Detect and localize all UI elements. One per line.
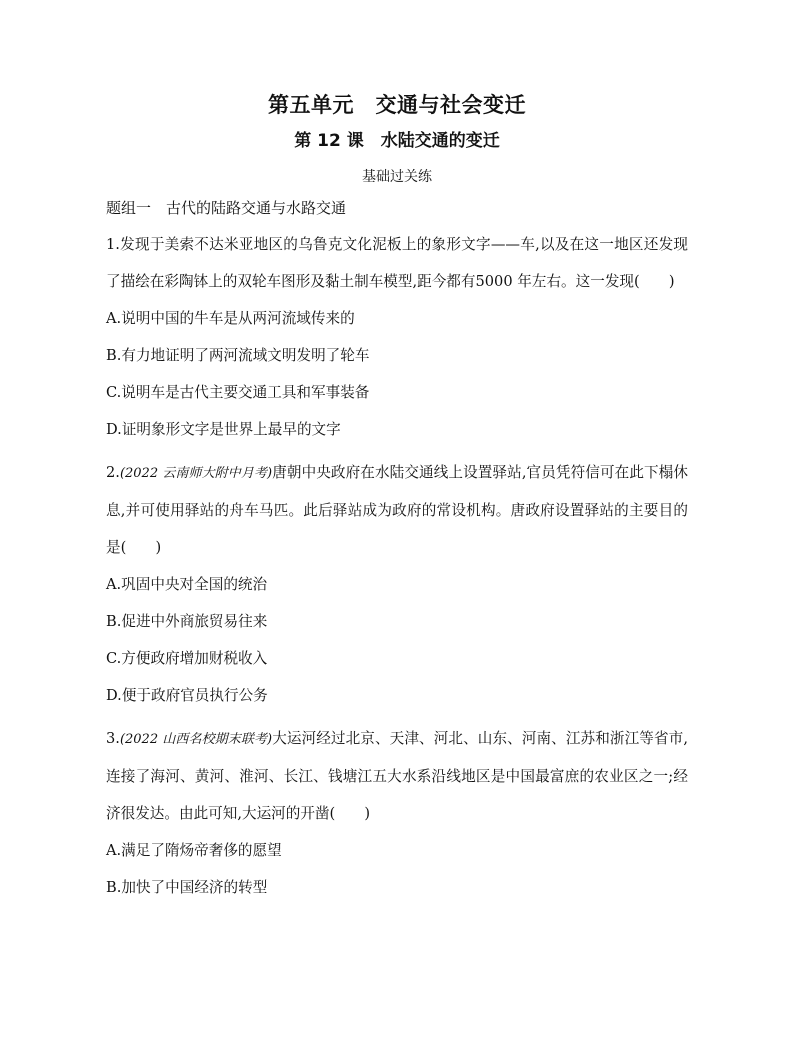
question-number: 2. [106,464,120,481]
question-2-option-c[interactable]: C.方便政府增加财税收入 [106,650,268,667]
question-1-option-a[interactable]: A.说明中国的牛车是从两河流域传来的 [106,310,355,327]
question-1-option-c[interactable]: C.说明车是古代主要交通工具和军事装备 [106,384,370,401]
question-3-option-b[interactable]: B.加快了中国经济的转型 [106,879,268,896]
question-3-stem [106,720,688,832]
question-2-option-b[interactable]: B.促进中外商旅贸易往来 [106,613,268,630]
question-1-option-b[interactable]: B.有力地证明了两河流域文明发明了轮车 [106,347,370,364]
question-group-title: 题组一 古代的陆路交通与水路交通 [106,199,347,217]
question-source: (2022 云南师大附中月考) [119,466,273,481]
unit-title: 第五单元 交通与社会变迁 [268,93,526,117]
question-source: (2022 山西名校期末联考) [119,732,273,747]
question-text: 唐朝中央政府在水陆交通线上设置驿站,官员凭符信可在此下榻休息,并可使用驿站的舟车马匹。此后驿站成为政府的常设机构。唐政府设置驿站的主要目的是( ) [106,464,688,556]
question-1-option-d[interactable]: D.证明象形文字是世界上最早的文字 [106,421,341,438]
question-3-option-a[interactable]: A.满足了隋炀帝奢侈的愿望 [106,842,282,859]
question-text: 发现于美索不达米亚地区的乌鲁克文化泥板上的象形文字——车,以及在这一地区还发现了描绘在彩陶钵上的双轮车图形及黏土制车模型,距今都有5000 年左右。这一发现( ) [106,236,688,290]
question-2-stem [106,454,688,566]
question-1-stem [106,226,688,300]
question-number: 3. [106,730,120,747]
document-page [106,88,688,906]
section-title: 基础过关练 [362,169,432,185]
question-number: 1. [106,236,120,253]
lesson-title: 第 12 课 水陆交通的变迁 [294,131,500,151]
question-2-option-d[interactable]: D.便于政府官员执行公务 [106,687,268,704]
question-2-option-a[interactable]: A.巩固中央对全国的统治 [106,576,268,593]
question-text: 大运河经过北京、天津、河北、山东、河南、江苏和浙江等省市,连接了海河、黄河、淮河、长江、钱塘江五大水系沿线地区是中国最富庶的农业区之一;经济很发达。由此可知,大运河的开凿( ) [106,730,688,822]
